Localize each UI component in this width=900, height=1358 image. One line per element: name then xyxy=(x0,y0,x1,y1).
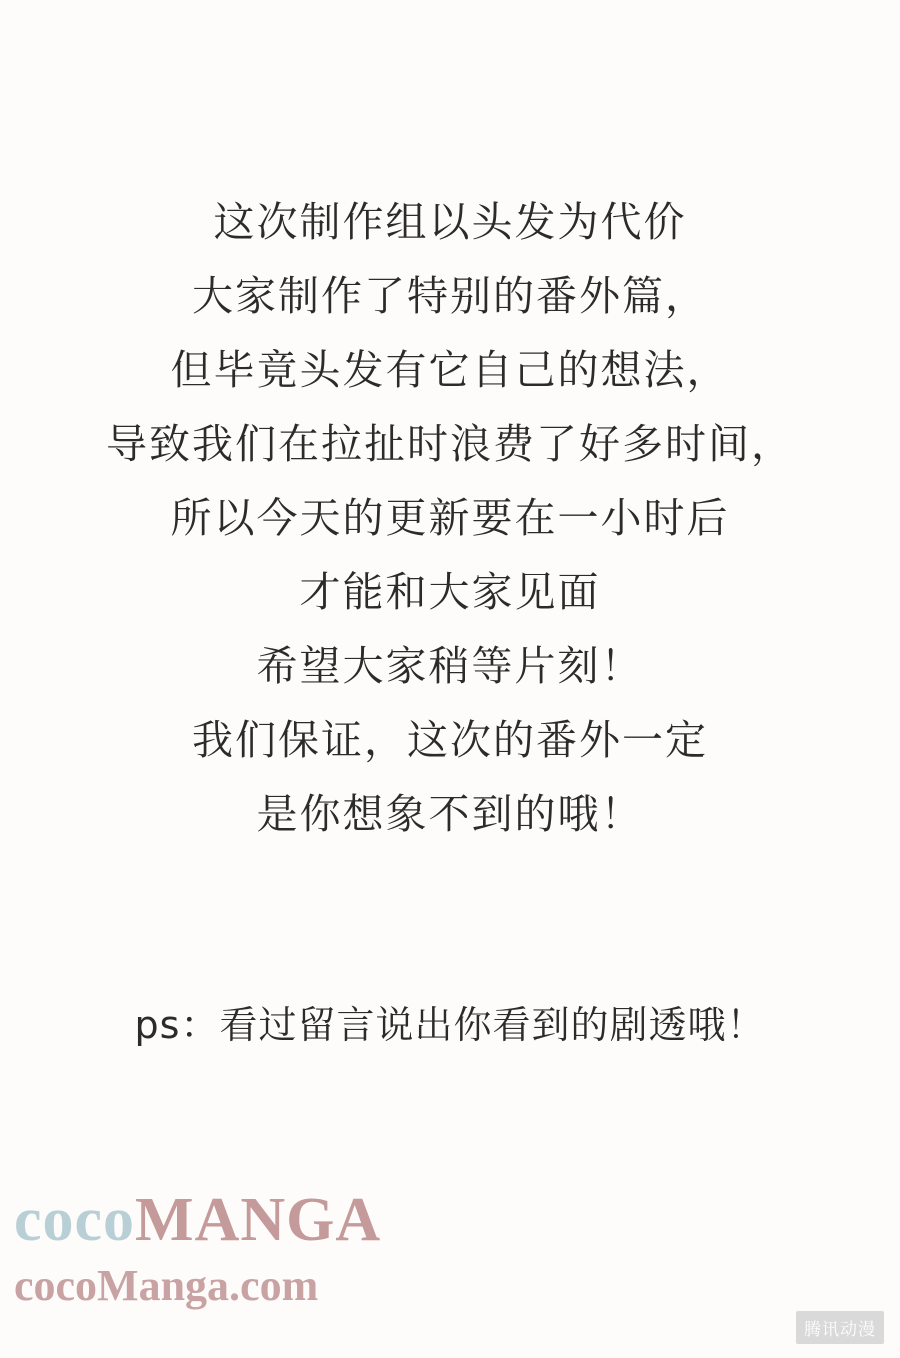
postscript-block xyxy=(0,995,900,1055)
tencent-comics-logo: 腾讯动漫 xyxy=(796,1311,884,1344)
notice-line-2: 大家制作了特别的番外篇， xyxy=(192,272,708,320)
announcement-text-block xyxy=(0,185,900,851)
notice-line-3: 但毕竟头发有它自己的想法， xyxy=(170,346,730,394)
brand-wordmark-coco: coco xyxy=(14,1186,136,1254)
notice-line-7: 希望大家稍等片刻！ xyxy=(256,642,644,690)
notice-line-5: 所以今天的更新要在一小时后 xyxy=(170,494,730,542)
notice-line-8: 我们保证，这次的番外一定 xyxy=(192,716,708,764)
notice-line-9: 是你想象不到的哦！ xyxy=(256,790,644,838)
brand-wordmark-manga: MANGA xyxy=(135,1186,382,1254)
brand-watermark xyxy=(14,1185,654,1313)
notice-line-4: 导致我们在拉扯时浪费了好多时间， xyxy=(106,420,794,468)
notice-line-6: 才能和大家见面 xyxy=(299,568,601,616)
brand-site-url: cocoManga.com xyxy=(14,1261,319,1310)
postscript-line: ps：看过留言说出你看到的剧透哦！ xyxy=(134,1003,766,1047)
notice-line-1: 这次制作组以头发为代价 xyxy=(213,198,687,246)
brand-wordmark xyxy=(14,1185,654,1255)
